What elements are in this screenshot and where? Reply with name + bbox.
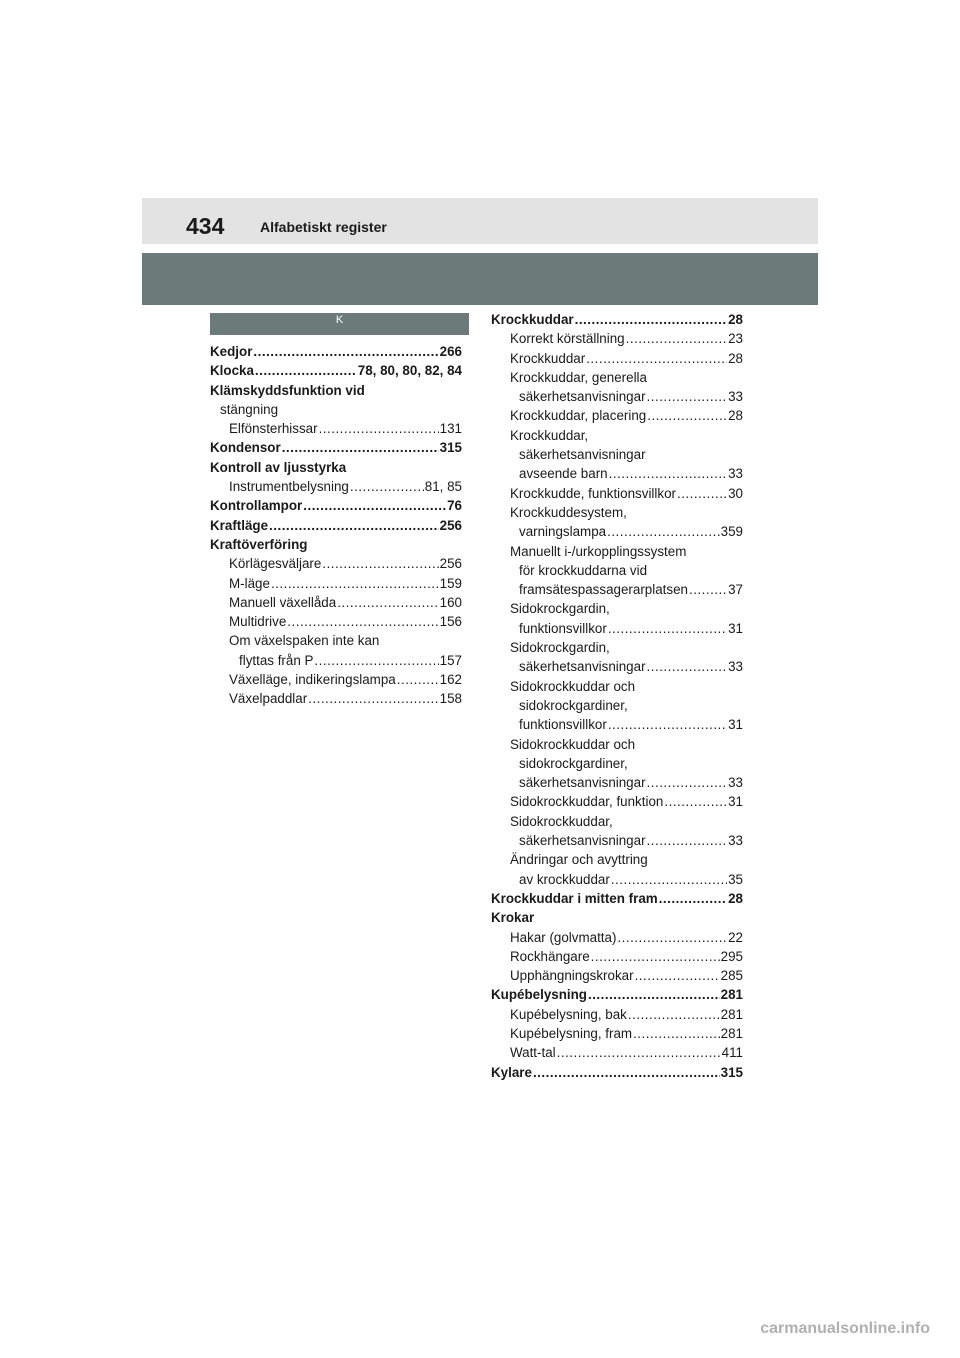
index-entry-label: Om växelspaken inte kan (229, 633, 380, 649)
index-entry-page: 35 (728, 871, 743, 887)
index-entry (210, 361, 462, 380)
index-entry (491, 368, 743, 387)
dot-leader (253, 342, 438, 361)
index-entry-label: Hakar (golvmatta) (510, 929, 617, 945)
index-entry-page: 78, 80, 80, 82, 84 (357, 363, 462, 379)
index-entry-page: 23 (728, 331, 743, 347)
index-entry-label: Elfönsterhissar (229, 421, 318, 437)
index-entry-label: M-läge (229, 575, 270, 591)
dot-leader (608, 715, 727, 734)
index-entry (491, 870, 743, 889)
index-entry (210, 381, 462, 400)
index-entry-label: Krokar (491, 910, 535, 926)
index-entry-page: 31 (728, 717, 743, 733)
index-entry-page: 315 (439, 440, 462, 456)
index-entry-label: Sidokrockkuddar, funktion (510, 794, 664, 810)
index-entry (491, 889, 743, 908)
index-entry (491, 831, 743, 850)
index-entry (491, 735, 743, 754)
index-entry-page: 285 (720, 968, 743, 984)
index-entry-page: 315 (720, 1064, 743, 1080)
index-entry-label: Kupébelysning, bak (510, 1006, 627, 1022)
dot-leader (533, 1063, 720, 1082)
index-entry (491, 387, 743, 406)
index-entry-page: 76 (447, 498, 462, 514)
index-entry-page: 156 (439, 614, 462, 630)
index-entry-label: Sidokrockkuddar och (510, 678, 636, 694)
index-entry-label: av krockkuddar (519, 871, 610, 887)
section-title: Alfabetiskt register (260, 219, 387, 235)
index-entry (491, 908, 743, 927)
index-entry-page: 33 (728, 775, 743, 791)
index-entry (210, 342, 462, 361)
index-entry-label: Manuellt i-/urkopplingssystem (510, 543, 687, 559)
index-entry (210, 670, 462, 689)
index-entry-page: 37 (728, 582, 743, 598)
index-entry (491, 1024, 743, 1043)
index-entry (210, 438, 462, 457)
index-entry-page: 157 (439, 652, 462, 668)
index-entry-label: Multidrive (229, 614, 287, 630)
index-entry-page: 22 (728, 929, 743, 945)
index-entry-label: Sidokrockgardin, (510, 640, 610, 656)
dot-leader (628, 1005, 720, 1024)
index-entry-label: Växelpaddlar (229, 691, 308, 707)
dot-leader (557, 1043, 721, 1062)
index-entry (491, 696, 743, 715)
index-entry (491, 580, 743, 599)
index-entry-label: funktionsvillkor (519, 717, 607, 733)
dot-leader (626, 329, 727, 348)
index-entry (210, 574, 462, 593)
index-entry-label: Ändringar och avyttring (510, 852, 648, 868)
index-entry-label: Kupébelysning, fram (510, 1025, 633, 1041)
index-entry-page: 411 (721, 1045, 743, 1061)
index-entry (491, 484, 743, 503)
index-entry-page: 281 (720, 1025, 743, 1041)
index-entry-label: Sidokrockkuddar, (510, 813, 613, 829)
dot-leader (635, 966, 720, 985)
index-entry (491, 754, 743, 773)
dot-leader (591, 947, 720, 966)
index-entry-page: 28 (728, 890, 743, 906)
index-entry-label: Rockhängare (510, 948, 590, 964)
index-entry-label: Manuell växellåda (229, 594, 337, 610)
dot-leader (397, 670, 439, 689)
index-entry (491, 715, 743, 734)
dot-leader (677, 484, 727, 503)
dot-leader (303, 496, 446, 515)
header-bar (142, 198, 818, 244)
index-entry-label: Sidokrockkuddar och (510, 736, 636, 752)
index-entry (491, 1043, 743, 1062)
dot-leader (659, 889, 727, 908)
index-entry (491, 561, 743, 580)
index-entry-label: för krockkuddarna vid (519, 562, 648, 578)
letter-header: K (210, 313, 469, 335)
dot-leader (322, 554, 438, 573)
index-entry-label: sidokrockgardiner, (519, 755, 628, 771)
dot-leader (608, 619, 727, 638)
index-entry-page: 281 (720, 1006, 743, 1022)
index-entry (491, 1063, 743, 1082)
index-entry-label: avseende barn (519, 466, 608, 482)
index-entry-label: säkerhetsanvisningar (519, 659, 646, 675)
dot-leader (308, 689, 438, 708)
index-entry-label: flyttas från P (239, 652, 314, 668)
index-entry-label: Krockkuddar (491, 312, 574, 327)
index-entry (491, 812, 743, 831)
index-entry-label: Körlägesväljare (229, 556, 322, 572)
index-entry (210, 400, 462, 419)
index-entry-label: Kupébelysning (491, 987, 587, 1003)
index-entry (491, 542, 743, 561)
dot-leader (609, 464, 727, 483)
index-entry (491, 638, 743, 657)
index-entry-label: sidokrockgardiner, (519, 697, 628, 713)
dot-leader (607, 522, 720, 541)
index-entry-page: 159 (439, 575, 462, 591)
index-entry-page: 33 (728, 659, 743, 675)
index-entry-page: 30 (728, 485, 743, 501)
dot-leader (337, 593, 438, 612)
index-entry (491, 677, 743, 696)
index-entry-label: Klocka (210, 363, 254, 379)
dot-leader (282, 438, 439, 457)
index-entry-label: Kondensor (210, 440, 281, 456)
dot-leader (588, 985, 720, 1004)
index-entry-page: 160 (439, 594, 462, 610)
index-entry (491, 464, 743, 483)
index-entry (210, 651, 462, 670)
index-entry (491, 985, 743, 1004)
index-entry-label: Kraftöverföring (210, 536, 308, 552)
index-entry (210, 477, 462, 496)
dot-leader (350, 477, 424, 496)
index-entry-label: Sidokrockgardin, (510, 601, 610, 617)
index-entry (491, 947, 743, 966)
index-entry-label: Kontrollampor (210, 498, 303, 514)
index-entry (491, 445, 743, 464)
index-entry-label: Krockkuddar, generella (510, 369, 647, 385)
index-entry-page: 28 (728, 350, 743, 366)
index-entry (491, 599, 743, 618)
index-entry-label: Instrumentbelysning (229, 479, 349, 495)
index-entry-label: säkerhetsanvisningar (519, 389, 646, 405)
index-entry-label: Klämskyddsfunktion vid (210, 382, 365, 398)
index-entry (491, 792, 743, 811)
index-entry-page: 81, 85 (424, 479, 462, 495)
index-entry-label: stängning (220, 401, 279, 417)
index-column-left (210, 342, 462, 709)
index-entry (491, 329, 743, 348)
index-entry-page: 158 (439, 691, 462, 707)
index-entry (491, 928, 743, 947)
watermark: carmanualsonline.info (760, 1320, 930, 1337)
index-entry-page: 28 (728, 408, 743, 424)
index-entry-label: Kraftläge (210, 517, 269, 533)
page-number: 434 (186, 213, 225, 239)
index-entry (210, 554, 462, 573)
dot-leader (664, 792, 727, 811)
dot-leader (314, 651, 438, 670)
index-entry-label: Upphängningskrokar (510, 968, 634, 984)
dot-leader (633, 1024, 720, 1043)
index-entry-label: Kylare (491, 1064, 532, 1080)
index-entry (210, 612, 462, 631)
index-entry-label: Krockkuddesystem, (510, 504, 627, 520)
index-entry (210, 458, 462, 477)
index-entry-label: Korrekt körställning (510, 331, 625, 347)
index-entry-label: Krockkuddar, (510, 427, 589, 443)
index-entry-page: 33 (728, 389, 743, 405)
dot-leader (647, 657, 728, 676)
index-entry (491, 850, 743, 869)
index-entry-page: 281 (720, 987, 743, 1003)
index-entry (491, 310, 743, 329)
index-entry-label: Krockkuddar, placering (510, 408, 647, 424)
index-entry-label: Växelläge, indikeringslampa (229, 672, 396, 688)
index-entry-label: funktionsvillkor (519, 620, 607, 636)
index-entry-label: Kontroll av ljusstyrka (210, 459, 347, 475)
index-entry (491, 657, 743, 676)
dot-leader (611, 870, 727, 889)
index-entry-page: 359 (720, 524, 743, 540)
index-entry (210, 419, 462, 438)
index-entry-page: 31 (728, 794, 743, 810)
index-entry-page: 33 (728, 466, 743, 482)
index-entry-page: 28 (728, 312, 743, 327)
index-entry-label: varningslampa (519, 524, 607, 540)
dot-leader (271, 574, 439, 593)
index-entry (210, 516, 462, 535)
index-entry-page: 256 (439, 556, 462, 572)
index-entry (491, 966, 743, 985)
dot-leader (647, 773, 728, 792)
index-entry (210, 535, 462, 554)
index-entry (491, 1005, 743, 1024)
dot-leader (287, 612, 438, 631)
dot-leader (647, 406, 727, 425)
index-entry-page: 266 (439, 344, 462, 359)
header-band (142, 253, 818, 305)
dot-leader (255, 361, 357, 380)
index-entry (210, 631, 462, 650)
dot-leader (586, 349, 727, 368)
index-entry (491, 406, 743, 425)
index-entry (491, 426, 743, 445)
index-entry (210, 496, 462, 515)
index-entry-page: 256 (439, 517, 462, 533)
index-entry (210, 689, 462, 708)
index-entry-page: 295 (720, 948, 743, 964)
index-entry-label: Krockkuddar (510, 350, 586, 366)
index-entry-label: Watt-tal (510, 1045, 556, 1061)
index-entry (491, 773, 743, 792)
dot-leader (689, 580, 727, 599)
dot-leader (617, 928, 727, 947)
index-entry-label: Krockkuddar i mitten fram (491, 890, 658, 906)
dot-leader (269, 516, 439, 535)
index-entry-label: säkerhetsanvisningar (519, 447, 646, 463)
dot-leader (575, 310, 727, 329)
index-column-right (491, 310, 743, 1082)
index-entry-page: 162 (439, 672, 462, 688)
index-entry-page: 131 (439, 421, 462, 437)
index-entry (491, 619, 743, 638)
index-entry-page: 31 (728, 620, 743, 636)
index-entry-label: Krockkudde, funktionsvillkor (510, 485, 676, 501)
index-entry-label: säkerhetsanvisningar (519, 775, 646, 791)
dot-leader (647, 831, 728, 850)
dot-leader (319, 419, 439, 438)
dot-leader (647, 387, 728, 406)
index-entry-label: säkerhetsanvisningar (519, 833, 646, 849)
index-entry-page: 33 (728, 833, 743, 849)
index-entry (491, 522, 743, 541)
index-entry (210, 593, 462, 612)
index-entry-label: framsätespassagerarplatsen (519, 582, 688, 598)
index-entry (491, 349, 743, 368)
index-entry (491, 503, 743, 522)
index-entry-label: Kedjor (210, 344, 253, 359)
